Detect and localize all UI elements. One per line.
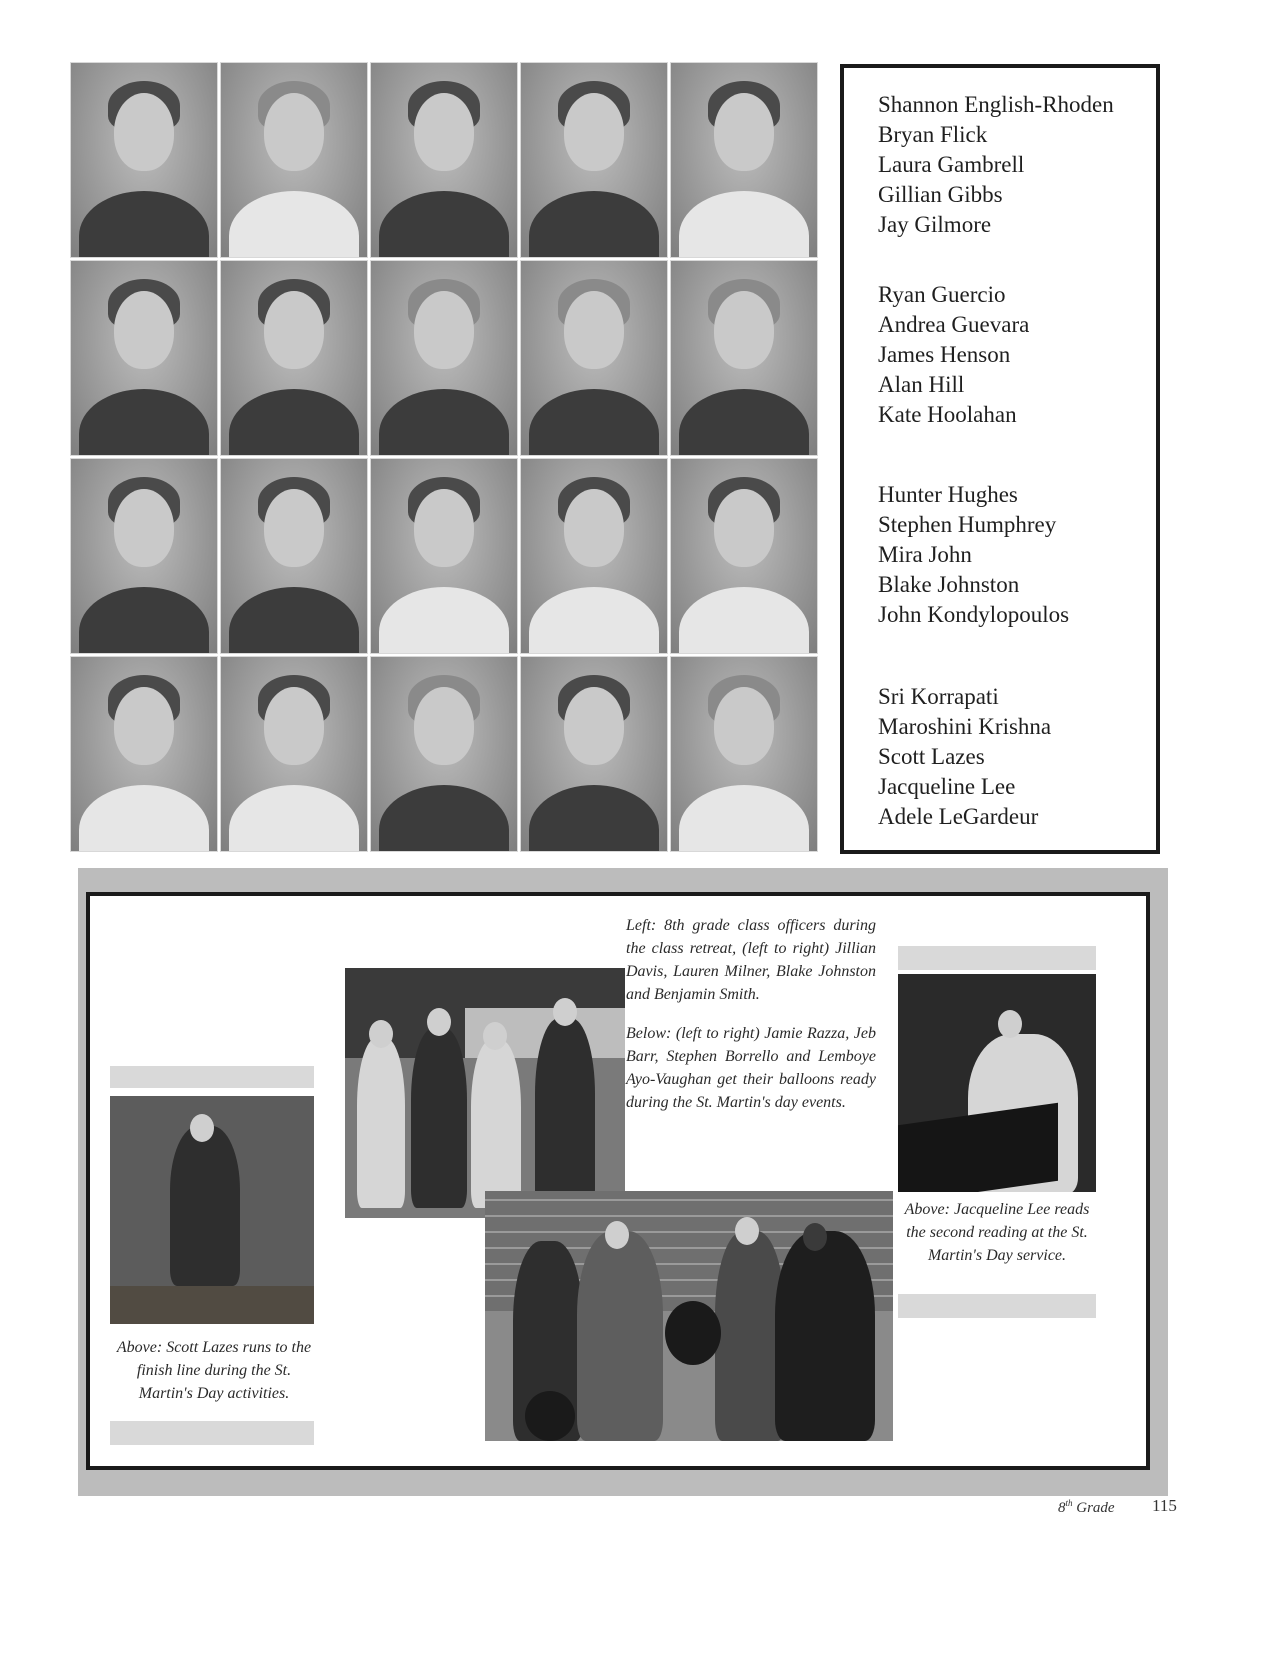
name-group	[878, 90, 1114, 240]
portrait-photo	[70, 656, 218, 852]
candid-photo-panel	[78, 868, 1168, 1496]
scott-lazes-photo	[110, 1096, 314, 1324]
name-list-box	[840, 64, 1160, 854]
student-name: Mira John	[878, 542, 972, 567]
portrait-photo	[220, 656, 368, 852]
portrait-photo	[70, 62, 218, 258]
student-name: Bryan Flick	[878, 122, 988, 147]
portrait-photo	[670, 62, 818, 258]
name-group	[878, 280, 1029, 430]
portrait-photo	[670, 656, 818, 852]
portrait-photo	[220, 260, 368, 456]
student-name: Maroshini Krishna	[878, 714, 1052, 739]
grade-word: Grade	[1076, 1500, 1115, 1516]
portrait-photo	[220, 62, 368, 258]
portrait-photo	[520, 458, 668, 654]
portrait-photo	[520, 62, 668, 258]
student-name: James Henson	[878, 342, 1011, 367]
name-group	[878, 480, 1069, 630]
student-name: Ryan Guercio	[878, 282, 1006, 307]
caption-bar	[110, 1066, 314, 1088]
name-group	[878, 682, 1051, 832]
jacqueline-lee-photo	[898, 974, 1096, 1192]
jacqueline-lee-caption: Above: Jacqueline Lee reads the second reading at the St. Martin's Day service.	[904, 1201, 1090, 1264]
caption-bar	[110, 1421, 314, 1445]
officers-caption: Left: 8th grade class officers during the class retreat, (left to right) Jillian Davis, Lauren Milner, Blake Johnston and Benjamin Smith.	[626, 917, 876, 1003]
student-name: Blake Johnston	[878, 572, 1020, 597]
portrait-photo	[370, 62, 518, 258]
student-name: Gillian Gibbs	[878, 182, 1003, 207]
caption-bar	[898, 1294, 1096, 1318]
student-name: John Kondylopoulos	[878, 602, 1070, 627]
candid-photo-frame	[86, 892, 1150, 1470]
portrait-photo	[520, 656, 668, 852]
grade-label	[1058, 1498, 1115, 1517]
class-officers-photo	[345, 968, 625, 1218]
grade-number: 8	[1058, 1500, 1066, 1516]
student-name: Alan Hill	[878, 372, 965, 397]
portrait-photo	[370, 458, 518, 654]
student-name: Stephen Humphrey	[878, 512, 1057, 537]
portrait-grid	[70, 62, 830, 857]
portrait-photo	[520, 260, 668, 456]
caption-bar	[898, 946, 1096, 970]
student-name: Andrea Guevara	[878, 312, 1030, 337]
student-name: Laura Gambrell	[878, 152, 1025, 177]
portrait-photo	[670, 260, 818, 456]
student-name: Jacqueline Lee	[878, 774, 1016, 799]
portrait-photo	[370, 656, 518, 852]
balloons-photo	[485, 1191, 893, 1441]
portrait-photo	[70, 260, 218, 456]
portrait-photo	[220, 458, 368, 654]
page-number: 115	[1152, 1496, 1177, 1515]
scott-lazes-caption: Above: Scott Lazes runs to the finish line during the St. Martin's Day activities.	[116, 1339, 312, 1402]
balloons-caption: Below: (left to right) Jamie Razza, Jeb Barr, Stephen Borrello and Lemboye Ayo-Vaughan get their balloons ready during the St. Martin's day events.	[626, 1025, 876, 1111]
captions-center	[626, 914, 876, 1130]
student-name: Jay Gilmore	[878, 212, 992, 237]
student-name: Kate Hoolahan	[878, 402, 1017, 427]
student-name: Sri Korrapati	[878, 684, 999, 709]
student-name: Shannon English-Rhoden	[878, 92, 1114, 117]
portrait-photo	[670, 458, 818, 654]
student-name: Adele LeGardeur	[878, 804, 1039, 829]
portrait-photo	[70, 458, 218, 654]
student-name: Scott Lazes	[878, 744, 985, 769]
grade-suffix: th	[1065, 1498, 1073, 1508]
portrait-photo	[370, 260, 518, 456]
student-name: Hunter Hughes	[878, 482, 1018, 507]
